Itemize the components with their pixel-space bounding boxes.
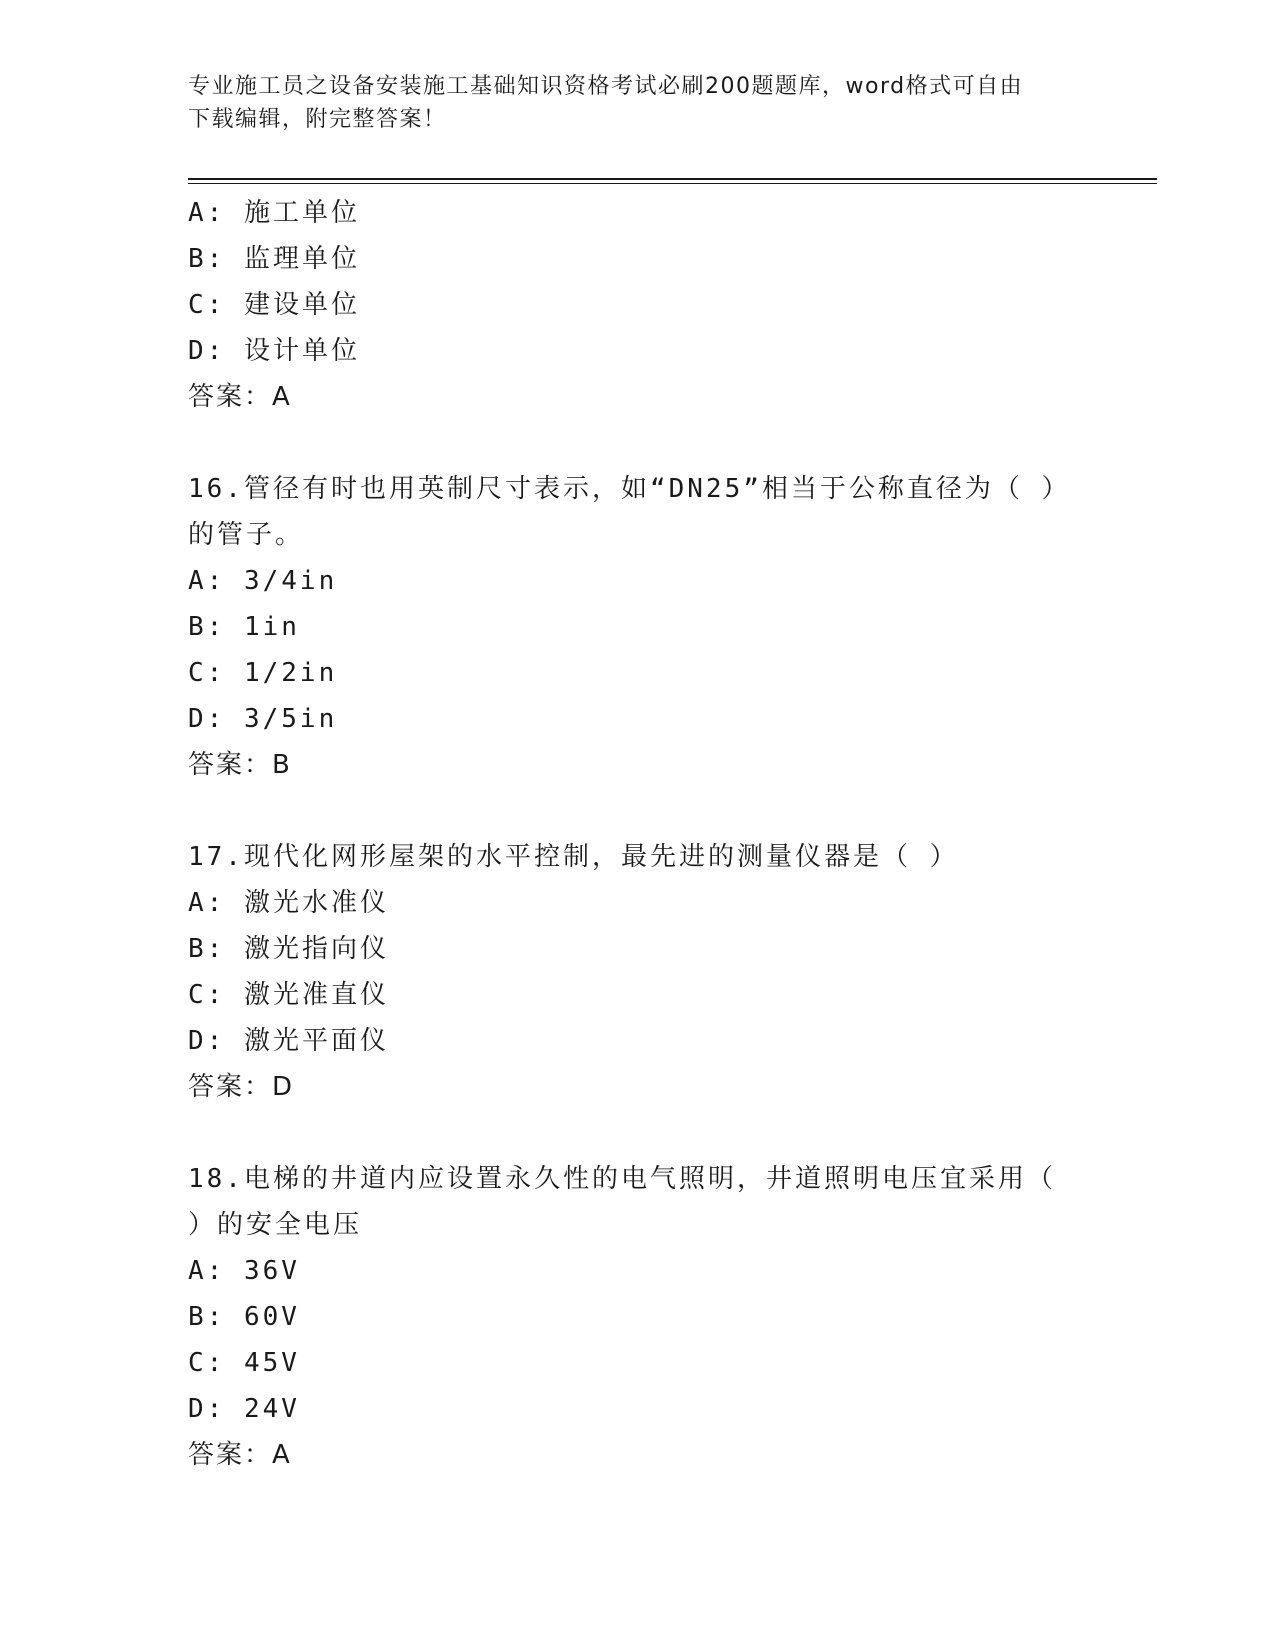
answer-option: B: 1in	[188, 612, 300, 642]
answer-option: A: 36V	[188, 1256, 300, 1286]
answer-option: B: 60V	[188, 1302, 300, 1332]
answer-option: D: 激光平面仪	[188, 1026, 389, 1056]
question-text: 的管子。	[188, 520, 305, 550]
question-list	[188, 190, 1088, 1478]
answer-option: D: 3/5in	[188, 704, 338, 734]
question-block	[188, 190, 1088, 420]
answer-key: 答案：A	[188, 1440, 292, 1470]
header-rule-thick	[188, 178, 1157, 180]
header-rule-thin	[188, 183, 1157, 184]
question-text: 16.管径有时也用英制尺寸表示，如“DN25”相当于公称直径为（ ）	[188, 474, 1071, 504]
question-text: ）的安全电压	[188, 1210, 363, 1240]
answer-option: C: 1/2in	[188, 658, 338, 688]
block-spacer	[188, 420, 1088, 466]
answer-option: A: 施工单位	[188, 198, 360, 228]
answer-option: D: 设计单位	[188, 336, 360, 366]
question-text: 17.现代化网形屋架的水平控制，最先进的测量仪器是（ ）	[188, 842, 959, 872]
question-block	[188, 466, 1088, 788]
question-block	[188, 834, 1088, 1110]
answer-option: C: 建设单位	[188, 290, 360, 320]
document-header	[188, 70, 1088, 136]
block-spacer	[188, 788, 1088, 834]
answer-key: 答案：A	[188, 382, 292, 412]
answer-option: B: 监理单位	[188, 244, 360, 274]
header-line-1: 专业施工员之设备安装施工基础知识资格考试必刷200题题库，word格式可自由	[188, 74, 1024, 99]
block-spacer	[188, 1110, 1088, 1156]
answer-option: D: 24V	[188, 1394, 300, 1424]
answer-key: 答案：B	[188, 750, 292, 780]
question-text: 18.电梯的井道内应设置永久性的电气照明，井道照明电压宜采用（	[188, 1164, 1056, 1194]
answer-option: B: 激光指向仪	[188, 934, 389, 964]
answer-option: C: 激光准直仪	[188, 980, 389, 1010]
header-line-2: 下载编辑，附完整答案！	[188, 107, 447, 132]
answer-option: A: 3/4in	[188, 566, 338, 596]
question-block	[188, 1156, 1088, 1478]
answer-option: C: 45V	[188, 1348, 300, 1378]
answer-option: A: 激光水准仪	[188, 888, 389, 918]
answer-key: 答案：D	[188, 1072, 295, 1102]
